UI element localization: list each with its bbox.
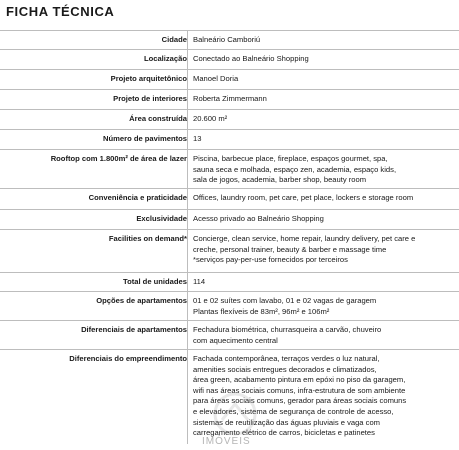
row-value [188,230,459,272]
value-line: creche, personal trainer, beauty & barber e massage time [193,244,387,254]
value-line: *serviços pay-per-use fornecidos por terceiros [193,255,348,265]
table-row [0,130,459,150]
table-row [0,210,459,230]
table-row [0,30,459,50]
row-label: Projeto arquitetônico [110,74,187,83]
row-value [188,90,459,109]
table-row [0,321,459,350]
row-label: Conveniência e praticidade [88,193,187,202]
value-line: Manoel Doria [193,74,239,83]
row-value [188,130,459,149]
table-row [0,292,459,321]
value-line: carregamento elétrico de carros, bicicletas e patinetes [193,428,375,438]
value-line: sauna seca e molhada, espaço zen, academia, espaço kids, [193,164,397,174]
value-line: Conectado ao Balneário Shopping [193,54,309,63]
row-label: Diferenciais do empreendimento [69,354,187,363]
row-value [188,31,459,49]
row-value [188,273,459,291]
row-value [188,292,459,320]
table-row [0,90,459,110]
value-line: 114 [193,277,206,286]
row-value [188,70,459,89]
value-line: Acesso privado ao Balneário Shopping [193,214,324,223]
row-value [188,210,459,229]
table-row [0,150,459,189]
value-line: Fachada contemporânea, terraços verdes o luz natural, [193,354,380,363]
row-label: Opções de apartamentos [96,296,187,305]
row-label: Localização [143,54,187,63]
row-label: Total de unidades [123,277,187,286]
value-line: Piscina, barbecue place, fireplace, espaços gourmet, spa, [193,154,388,163]
watermark-text: IMÓVEIS [202,436,251,447]
value-line: 20.600 m² [193,114,228,123]
row-label: Diferenciais de apartamentos [81,325,187,334]
value-line: Balneário Camboriú [193,35,261,44]
row-label: Projeto de interiores [113,94,187,103]
row-label: Exclusividade [136,214,187,223]
row-value [188,321,459,349]
value-line: 01 e 02 suítes com lavabo, 01 e 02 vagas de garagem [193,296,377,305]
row-label: Rooftop com 1.800m² de área de lazer [50,154,187,163]
value-line: sistemas de reutilização das águas pluviais e vaga com [193,417,380,427]
row-value [188,150,459,188]
table-row [0,189,459,210]
table-row [0,50,459,70]
table-row [0,70,459,90]
value-line: sala de jogos, academia, barber shop, beauty room [193,175,367,185]
page-title: FICHA TÉCNICA [6,4,115,19]
table-row [0,110,459,130]
table-row [0,273,459,292]
row-value [188,110,459,129]
row-value [188,189,459,209]
value-line: 13 [193,134,202,143]
value-line: para áreas sociais comuns, gerador para áreas sociais comuns [193,396,407,406]
row-label: Cidade [161,35,187,44]
value-line: Offices, laundry room, pet care, pet place, lockers e storage room [193,193,414,202]
value-line: Roberta Zimmermann [193,94,267,103]
value-line: com aquecimento central [193,335,278,345]
value-line: Fechadura biométrica, churrasqueira a carvão, chuveiro [193,325,382,334]
value-line: wifi nas áreas sociais comuns, infra-estrutura de som ambiente [193,385,406,395]
row-value [188,50,459,69]
value-line: e elevadores, sistema de segurança de controle de acesso, [193,406,394,416]
row-label: Área construída [129,114,187,123]
spec-table [0,30,459,444]
value-line: Plantas flexíveis de 83m², 96m² e 106m² [193,306,330,316]
value-line: área green, acabamento pintura em epóxi no piso da garagem, [193,375,406,385]
table-row [0,230,459,273]
value-line: amenities sociais entregues decorados e climatizados, [193,364,377,374]
row-label: Facilities on demand* [108,234,187,243]
row-label: Número de pavimentos [103,134,187,143]
value-line: Concierge, clean service, home repair, laundry delivery, pet care e [193,234,416,243]
